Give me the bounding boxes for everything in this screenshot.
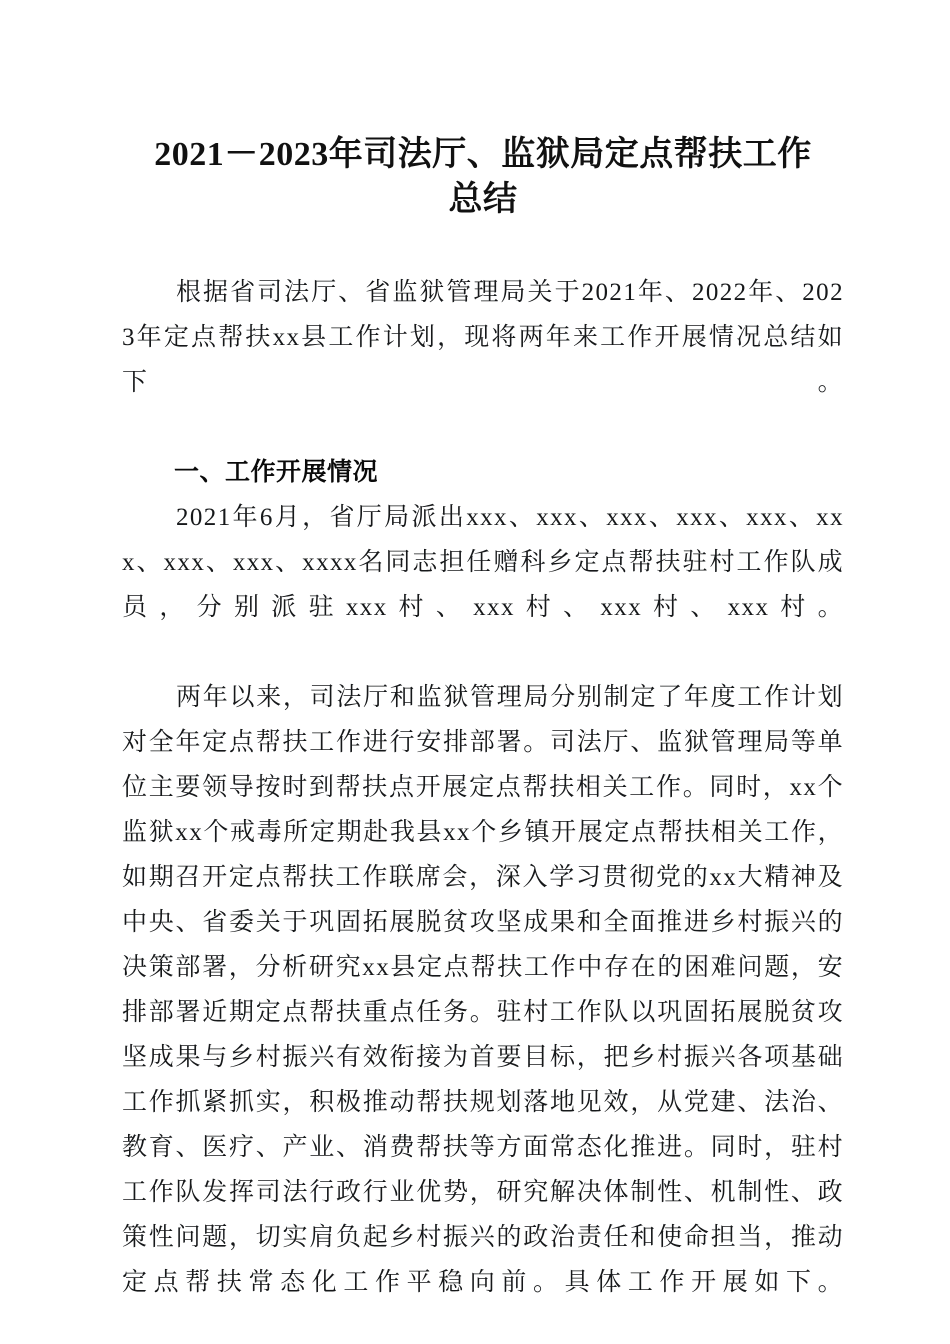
page-title-line-1: 2021－2023年司法厅、监狱局定点帮扶工作: [154, 136, 812, 173]
title-body-spacer: [122, 222, 844, 270]
paragraph-two-year-summary: 两年以来，司法厅和监狱管理局分别制定了年度工作计划对全年定点帮扶工作进行安排部署。司法厅、监狱管理局等单位主要领导按时到帮扶点开展定点帮扶相关工作。同时，xx个监狱xx个戒毒所定期赴我县xx个乡镇开展定点帮扶相关工作，如期召开定点帮扶工作联席会，深入学习贯彻党的xx大精神及中央、省委关于巩固拓展脱贫攻坚成果和全面推进乡村振兴的决策部署，分析研究xx县定点帮扶工作中存在的困难问题，安排部署近期定点帮扶重点任务。驻村工作队以巩固拓展脱贫攻坚成果与乡村振兴有效衔接为首要目标，把乡村振兴各项基础工作抓紧抓实，积极推动帮扶规划落地见效，从党建、法治、教育、医疗、产业、消费帮扶等方面常态化推进。同时，驻村工作队发挥司法行政行业优势，研究解决体制性、机制性、政策性问题，切实肩负起乡村振兴的政治责任和使命担当，推动定点帮扶常态化工作平稳向前。具体工作开展如下。: [122, 684, 844, 1296]
page-title: [122, 0, 844, 222]
document-text-column: [122, 0, 844, 1344]
paragraph-intro: 根据省司法厅、省监狱管理局关于2021年、2022年、2023年定点帮扶xx县工作计划，现将两年来工作开展情况总结如下。: [122, 279, 844, 396]
page-title-line-2: 总结: [448, 181, 518, 218]
paragraph-work-team-dispatch: 2021年6月，省厅局派出xxx、xxx、xxx、xxx、xxx、xxx、xxx、xxx、xxxx名同志担任赠科乡定点帮扶驻村工作队成员，分别派驻xxx村、xxx村、xxx村、xxx村。: [122, 504, 844, 621]
section-heading-one: 一、工作开展情况: [174, 458, 379, 486]
